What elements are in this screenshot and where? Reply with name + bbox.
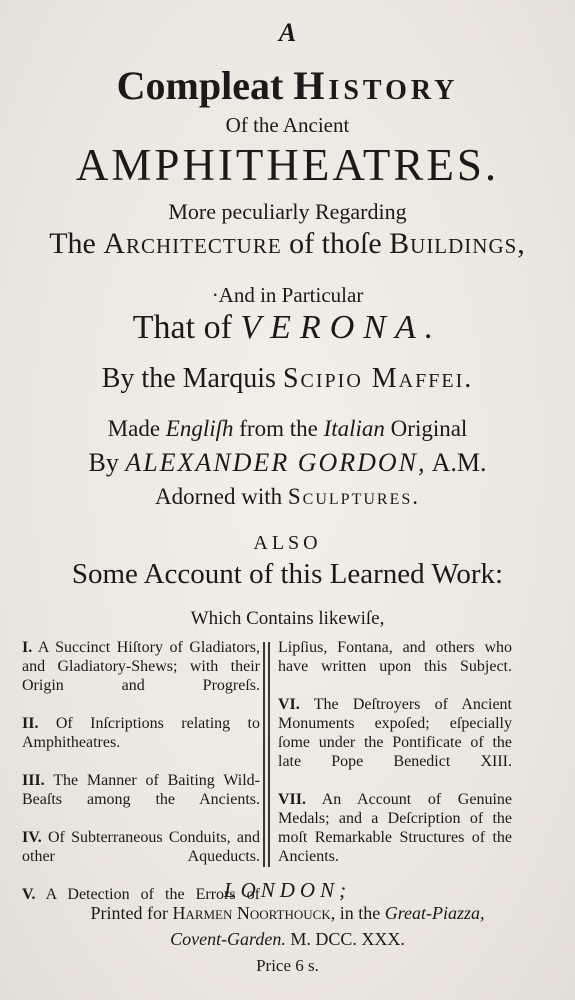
translator-line <box>0 448 575 478</box>
list-item: VII. An Account of Genuine Medals; and a Deſcription of the moſt Remarkable Structures of the Ancients. <box>278 791 512 865</box>
title-amphitheatres: AMPHITHEATRES. <box>75 140 500 190</box>
translation-from-the: from the <box>239 416 318 441</box>
subtitle-that-of: That of <box>132 309 232 346</box>
imprint-printed-for: Printed for <box>90 903 168 923</box>
some-account-heading: Some Account of this Learned Work: <box>71 558 504 590</box>
list-item: I. A Succinct Hiſtory of Gladiators, and Gladiatory-Shews; with their Origin and Progreſs. <box>22 639 260 694</box>
column-divider <box>268 642 270 867</box>
contains-heading: Which Contains likewiſe, <box>190 608 385 629</box>
adorned-sculptures: Sculptures. <box>287 484 420 509</box>
author-line <box>0 363 575 395</box>
title-compleat-history <box>0 62 575 109</box>
author-name: Scipio Maffei. <box>282 363 474 394</box>
column-divider <box>263 642 265 867</box>
translation-english: Engliſh <box>165 416 234 441</box>
title-article: A <box>278 18 297 47</box>
translation-italian: Italian <box>323 416 385 441</box>
subtitle-buildings: Buildings, <box>389 227 526 260</box>
author-prefix: By the Marquis <box>101 363 276 394</box>
subtitle-verona <box>0 309 575 347</box>
translation-original: Original <box>390 416 468 441</box>
imprint-london: LONDON; <box>223 878 352 902</box>
adorned-line <box>0 484 575 510</box>
subtitle-of-those: of thoſe <box>289 227 382 260</box>
adorned-with: Adorned with <box>155 484 283 509</box>
imprint-printer-line <box>0 903 575 924</box>
imprint-place: Great-Piazza, <box>384 903 485 923</box>
list-item: III. The Manner of Baiting Wild-Beaſts among the Ancients. <box>22 772 260 808</box>
list-item: Lipſius, Fontana, and others who have written upon this Subject. <box>278 639 512 675</box>
contents-right-column <box>278 638 512 885</box>
translator-by: By <box>88 448 119 477</box>
also-heading: ALSO <box>253 532 322 554</box>
title-of-the-ancient: Of the Ancient <box>225 113 350 137</box>
title-compleat: Compleat <box>116 63 284 108</box>
translation-made: Made <box>107 416 161 441</box>
subtitle-architecture <box>0 227 575 261</box>
imprint-price: Price 6 s. <box>256 956 319 975</box>
translator-name: ALEXANDER GORDON, <box>125 448 427 477</box>
imprint-printer: Harmen Noorthouck, <box>172 903 336 923</box>
subtitle-more-peculiarly: More peculiarly Regarding <box>168 199 407 224</box>
subtitle-verona-word: VERONA. <box>240 309 443 346</box>
translator-degree: A.M. <box>431 448 487 477</box>
list-item: IV. Of Subterraneous Conduits, and other Aqueducts. <box>22 829 260 865</box>
imprint-year: M. DCC. XXX. <box>290 929 405 949</box>
list-item: V. A Detection of the Errors of <box>22 886 260 903</box>
imprint-covent-line <box>0 929 575 950</box>
subtitle-in-particular: ·And in Particular <box>211 283 364 307</box>
imprint-covent: Covent-Garden. <box>170 929 286 949</box>
list-item: VI. The Deſtroyers of Ancient Monuments expoſed; eſpecially ſome under the Pontificate of the late Pope Benedict XIII. <box>278 696 512 770</box>
imprint-in-the: in the <box>339 903 381 923</box>
list-item: II. Of Inſcriptions relating to Amphitheatres. <box>22 715 261 751</box>
subtitle-architecture-word: Architecture <box>103 227 282 260</box>
translation-line <box>0 416 575 442</box>
title-history: History <box>293 63 459 108</box>
subtitle-the: The <box>49 227 96 260</box>
